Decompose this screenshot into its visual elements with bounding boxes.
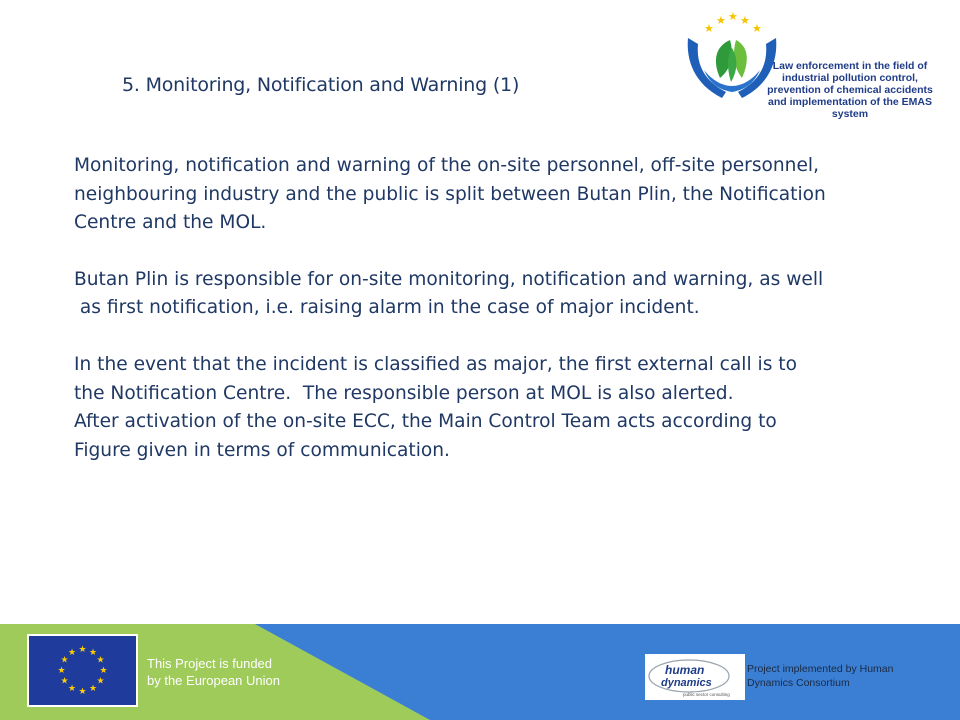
body-line: After activation of the on-site ECC, the Main Control Team acts according to: [74, 411, 777, 433]
svg-text:★: ★: [78, 687, 87, 697]
body-line: neighbouring industry and the public is split between Butan Plin, the Notification: [74, 183, 826, 205]
svg-text:★: ★: [67, 648, 77, 658]
body-line: Butan Plin is responsible for on-site monitoring, notification and warning, as well: [74, 268, 824, 290]
slide-body: [74, 152, 914, 465]
funded-line: This Project is funded: [147, 656, 273, 671]
implemented-line: Project implemented by Human: [747, 663, 894, 675]
hd-logo-word-dynamics: dynamics: [661, 677, 712, 689]
svg-text:★: ★: [60, 655, 69, 666]
body-line: as first notification, i.e. raising alarm in the case of major incident.: [74, 297, 700, 319]
implementation-statement: [747, 662, 947, 690]
human-dynamics-logo-graphic: [645, 654, 745, 700]
logo-caption-line: industrial pollution control,: [782, 72, 918, 84]
svg-text:★: ★: [728, 10, 738, 23]
body-line: Figure given in terms of communication.: [74, 439, 450, 461]
svg-text:★: ★: [716, 14, 726, 27]
body-line: Centre and the MOL.: [74, 212, 267, 234]
svg-text:★: ★: [752, 22, 762, 35]
hd-logo-word-human: human: [665, 663, 705, 677]
body-line: Monitoring, notification and warning of the on-site personnel, off-site personnel,: [74, 155, 819, 176]
logo-caption-line: prevention of chemical accidents: [767, 84, 933, 96]
svg-text:★: ★: [704, 22, 714, 35]
body-line: the Notification Centre. The responsible person at MOL is also alerted.: [74, 382, 734, 404]
logo-caption-line: and implementation of the EMAS system: [768, 96, 932, 120]
funded-line: by the European Union: [147, 673, 280, 688]
svg-text:★: ★: [96, 655, 105, 666]
eu-flag-logo: [27, 634, 138, 707]
project-logo-caption: [752, 60, 948, 120]
svg-text:★: ★: [88, 648, 98, 658]
human-dynamics-logo: [645, 654, 745, 700]
slide-title: 5. Monitoring, Notification and Warning (1): [122, 74, 520, 96]
svg-text:★: ★: [96, 676, 105, 687]
funding-statement: [147, 655, 280, 689]
svg-text:★: ★: [57, 666, 66, 676]
svg-text:★: ★: [78, 645, 87, 655]
logo-caption-line: Law enforcement in the field of: [772, 60, 928, 72]
eu-flag-icon: [27, 634, 138, 707]
hd-logo-tagline: public sector consulting: [683, 692, 730, 697]
svg-text:★: ★: [60, 676, 69, 687]
implemented-line: Dynamics Consortium: [747, 677, 850, 689]
svg-text:★: ★: [67, 684, 77, 694]
svg-text:★: ★: [740, 14, 750, 27]
body-line: In the event that the incident is classified as major, the first external call is to: [74, 353, 797, 375]
svg-text:★: ★: [88, 684, 98, 694]
svg-text:★: ★: [99, 666, 108, 676]
